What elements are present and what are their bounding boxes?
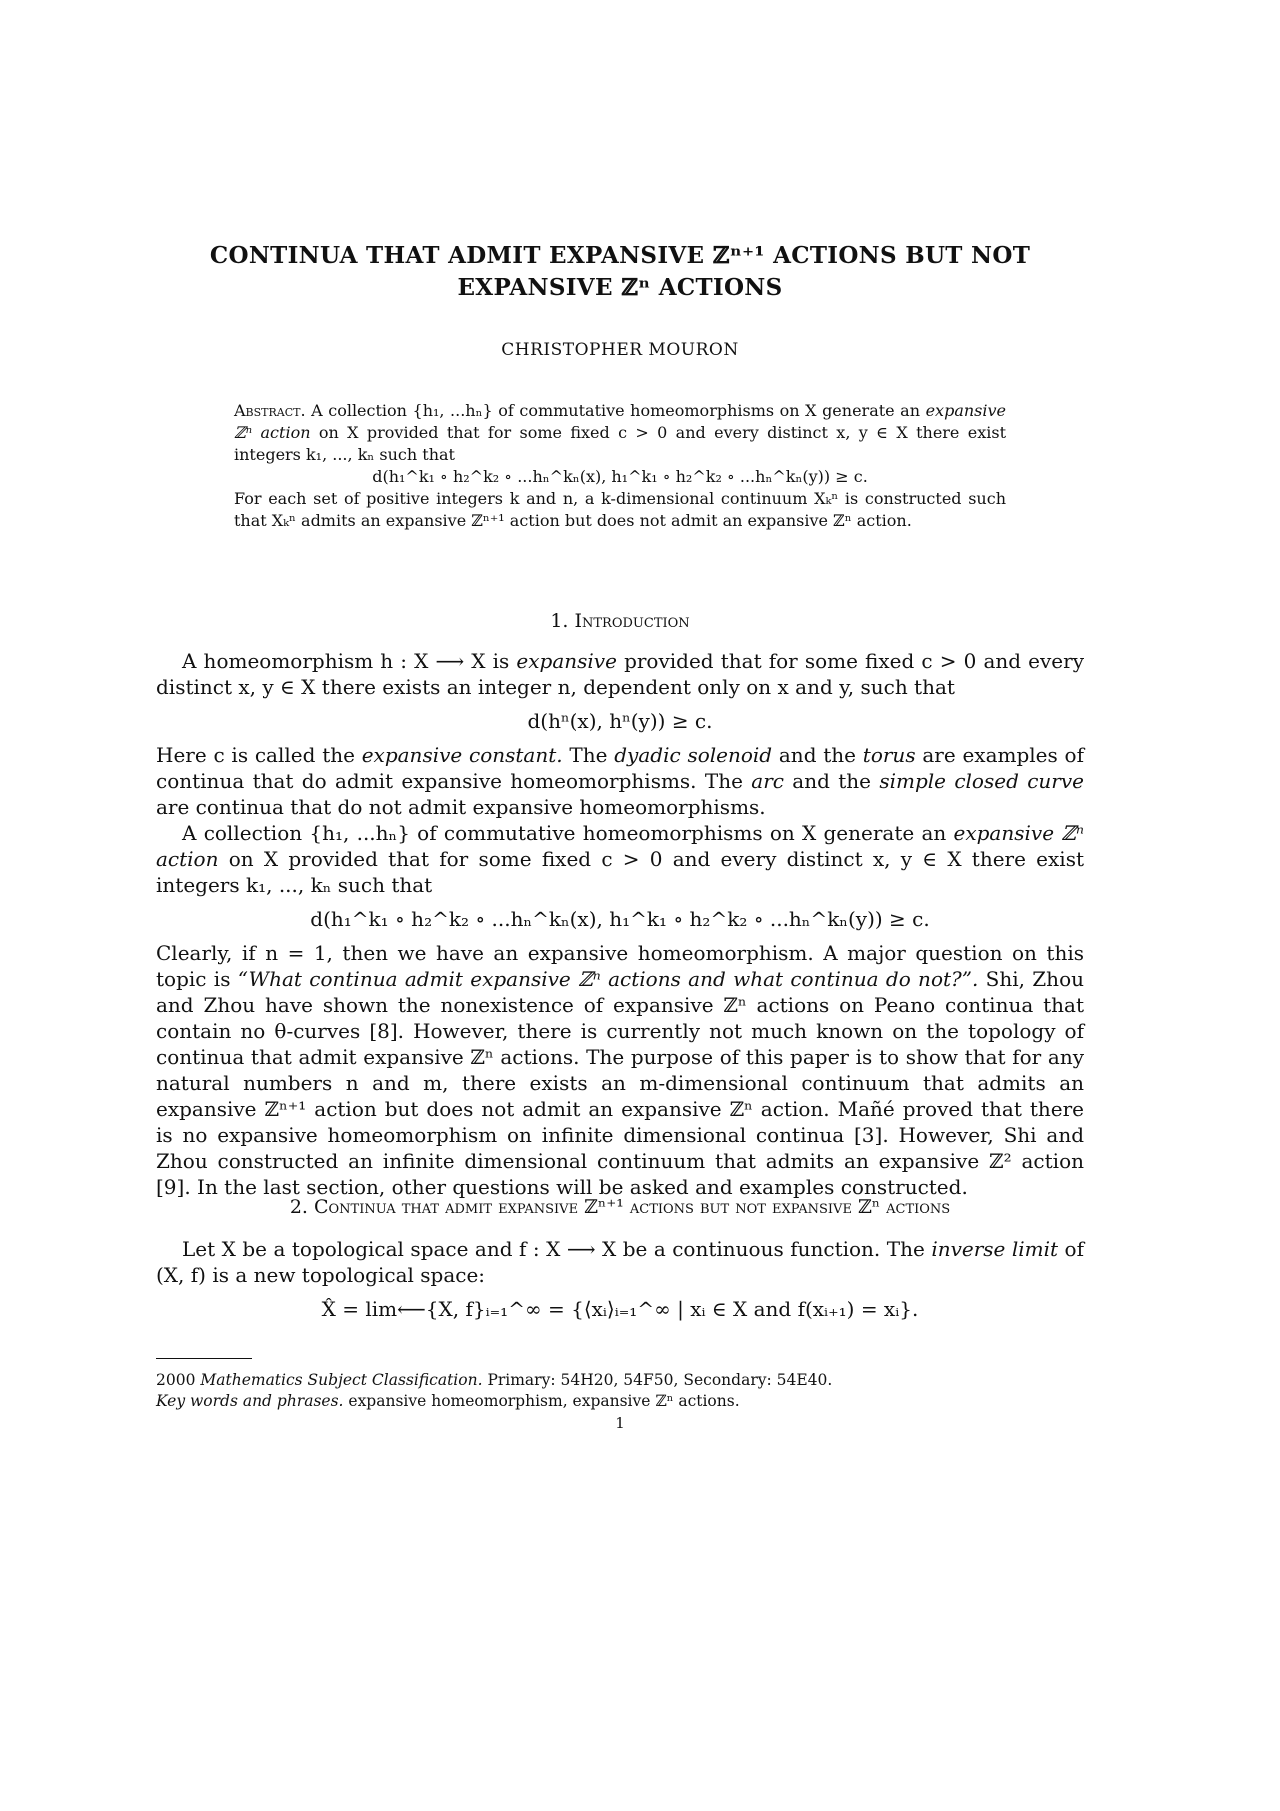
footnote-keywords	[156, 1391, 1084, 1412]
equation-2: d(h₁^k₁ ∘ h₂^k₂ ∘ ...hₙ^kₙ(x), h₁^k₁ ∘ h₂^k₂ ∘ ...hₙ^kₙ(y)) ≥ c.	[310, 907, 930, 931]
title-line-1: CONTINUA THAT ADMIT EXPANSIVE ℤⁿ⁺¹ ACTIONS BUT NOT	[209, 242, 1031, 269]
intro-paragraph-2	[156, 742, 1084, 820]
text-span: are examples of continua that do admit expansive homeomorphisms. The	[156, 743, 1084, 793]
text-span: The	[562, 743, 615, 767]
emphasis: expansive	[516, 649, 617, 673]
emphasis: Key words and phrases.	[156, 1392, 344, 1410]
emphasis: “What continua admit expansive ℤⁿ actions and what continua do not?”.	[237, 967, 979, 991]
title-line-2: EXPANSIVE ℤⁿ ACTIONS	[457, 274, 783, 301]
text-span: Let X be a topological space and f : X ⟶ X be a continuous function. The	[182, 1237, 932, 1261]
text-span: A homeomorphism h : X ⟶ X is	[182, 649, 517, 673]
abstract-text-2: on X provided that for some fixed c > 0 and every distinct x, y ∈ X there exist integers k₁, ..., kₙ such that	[234, 423, 1006, 464]
text-span: A collection {h₁, ...hₙ} of commutative homeomorphisms on X generate an	[182, 821, 954, 845]
text-span: and the	[772, 743, 863, 767]
emphasis: Mathematics Subject Classification.	[200, 1371, 483, 1389]
equation-1: d(hⁿ(x), hⁿ(y)) ≥ c.	[527, 709, 713, 733]
text-span: Clearly, if n = 1, then we have an expansive homeomorphism. A major question on this topic is	[156, 941, 1084, 991]
abstract-emphasis: expansive ℤⁿ action	[234, 401, 1006, 442]
emphasis: arc	[751, 769, 784, 793]
section-1-heading: 1. Introduction	[550, 610, 690, 632]
emphasis: expansive constant.	[361, 743, 563, 767]
abstract-text-3: For each set of positive integers k and n, a k-dimensional continuum Xₖⁿ is constructed such that Xₖⁿ admits an expansive ℤⁿ⁺¹ action but does not admit an expansive ℤⁿ action.	[234, 489, 1006, 530]
emphasis: simple closed curve	[879, 769, 1084, 793]
text-span: and the	[783, 769, 880, 793]
text-span: 2000	[156, 1371, 201, 1389]
emphasis: dyadic solenoid	[614, 743, 773, 767]
emphasis: expansive ℤⁿ action	[156, 821, 1084, 871]
footnotes	[156, 1370, 1084, 1412]
abstract-equation: d(h₁^k₁ ∘ h₂^k₂ ∘ ...hₙ^kₙ(x), h₁^k₁ ∘ h₂^k₂ ∘ ...hₙ^kₙ(y)) ≥ c.	[372, 467, 868, 486]
text-span: Here c is called the	[156, 743, 362, 767]
intro-paragraph-3	[156, 820, 1084, 898]
section-2-body	[156, 1236, 1084, 1330]
section-1-body	[156, 648, 1084, 1200]
abstract	[234, 400, 1006, 532]
footnote-msc	[156, 1370, 1084, 1391]
section-2-paragraph-1	[156, 1236, 1084, 1288]
text-span: of (X, f) is a new topological space:	[156, 1237, 1084, 1287]
inverse-limit-equation: X̂ = lim⟵{X, f}ᵢ₌₁^∞ = {⟨xᵢ⟩ᵢ₌₁^∞ | xᵢ ∈ X and f(xᵢ₊₁) = xᵢ}.	[321, 1297, 919, 1321]
author-name: CHRISTOPHER MOURON	[501, 340, 739, 360]
text-span: are continua that do not admit expansive homeomorphisms.	[156, 795, 766, 819]
emphasis: inverse limit	[931, 1237, 1059, 1261]
text-span: Shi, Zhou and Zhou have shown the nonexistence of expansive ℤⁿ actions on Peano continua that contain no θ-curves [8]. However, there is currently not much known on the topology of continua that admit expansive ℤⁿ actions. The purpose of this paper is to show that for any natural numbers n and m, there exists an m-dimensional continuum that admits an expansive ℤⁿ⁺¹ action but does not admit an expansive ℤⁿ action. Mañé proved that there is no expansive homeomorphism on infinite dimensional continua [3]. However, Shi and Zhou constructed an infinite dimensional continuum that admits an expansive ℤ² action [9]. In the last section, other questions will be asked and examples constructed.	[156, 967, 1084, 1199]
text-span: expansive homeomorphism, expansive ℤⁿ actions.	[343, 1392, 740, 1410]
footnote-rule	[156, 1358, 252, 1359]
section-2-heading: 2. Continua that admit expansive ℤⁿ⁺¹ actions but not expansive ℤⁿ actions	[289, 1196, 951, 1218]
intro-paragraph-1	[156, 648, 1084, 700]
text-span: provided that for some fixed c > 0 and every distinct x, y ∈ X there exists an integer n, dependent only on x and y, such that	[156, 649, 1084, 699]
text-span: on X provided that for some fixed c > 0 and every distinct x, y ∈ X there exist integers k₁, ..., kₙ such that	[156, 847, 1084, 897]
abstract-label: Abstract.	[234, 401, 306, 420]
intro-paragraph-4	[156, 940, 1084, 1200]
text-span: Primary: 54H20, 54F50, Secondary: 54E40.	[482, 1371, 833, 1389]
emphasis: torus	[862, 743, 916, 767]
abstract-text-1: A collection {h₁, ...hₙ} of commutative homeomorphisms on X generate an	[305, 401, 926, 420]
paper-title	[156, 240, 1084, 304]
page-number: 1	[615, 1414, 625, 1432]
